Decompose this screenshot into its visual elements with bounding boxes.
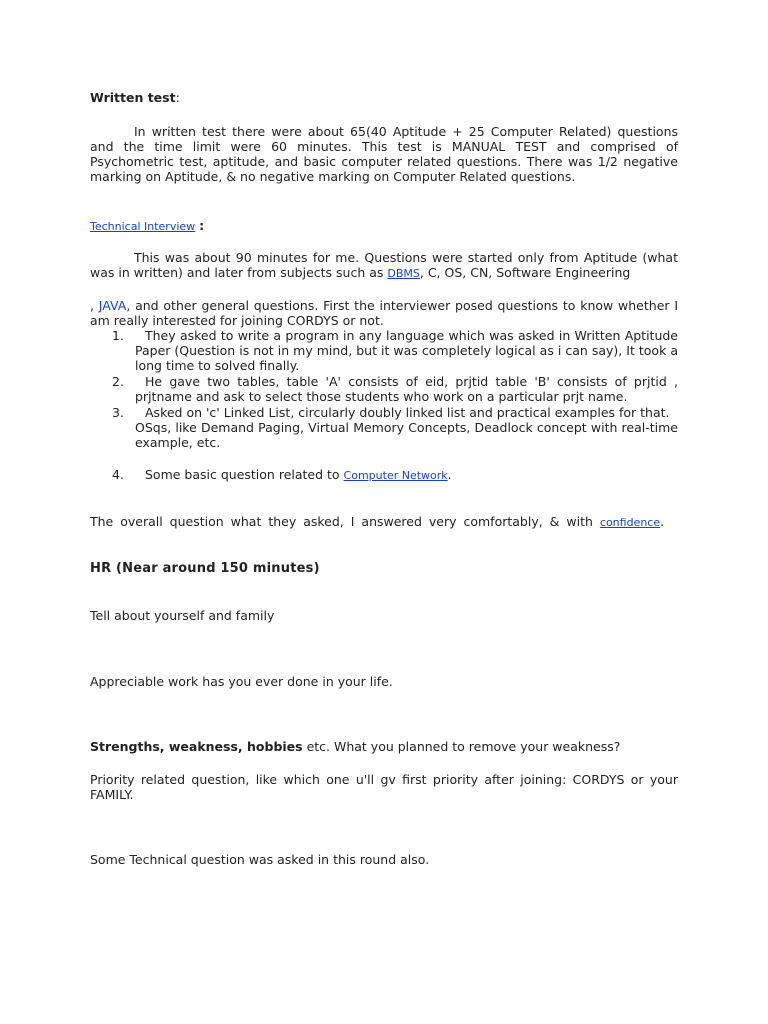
hr-question-text: Tell about yourself and family bbox=[90, 608, 275, 623]
strengths-bold-text: Strengths, weakness, hobbies bbox=[90, 739, 303, 754]
hr-question-family bbox=[90, 608, 678, 623]
hr-question-text: Appreciable work has you ever done in your life. bbox=[90, 674, 393, 689]
overall-end: . bbox=[660, 514, 665, 529]
list-item-text: Asked on 'c' Linked List, circularly doubly linked list and practical examples for that. bbox=[145, 405, 670, 420]
hr-title: HR (Near around 150 minutes) bbox=[90, 561, 320, 576]
java-text: JAVA bbox=[98, 298, 127, 313]
hr-question-text: Priority related question, like which one u'll gv first priority after joining: CORDYS or your FAMILY. bbox=[90, 772, 678, 802]
confidence-link[interactable]: confidence bbox=[599, 516, 661, 529]
computer-network-link[interactable]: Computer Network bbox=[343, 469, 448, 482]
written-test-heading bbox=[90, 90, 678, 105]
overall-paragraph bbox=[90, 514, 678, 530]
ti-para2-rest: , and other general questions. First the interviewer posed questions to know whether I am really interested for joining CORDYS or not. bbox=[90, 298, 679, 328]
written-test-title: Written test bbox=[90, 90, 176, 105]
list-item-number: 1. bbox=[112, 328, 124, 343]
list-item-number: 4. bbox=[112, 467, 124, 482]
hr-question-strengths bbox=[90, 739, 678, 754]
list-item-text: They asked to write a program in any language which was asked in Written Aptitude Paper (Question is not in my mind, but it was completely logical as i can say), It took a long time to solved finally. bbox=[135, 328, 678, 373]
overall-text: The overall question what they asked, I answered very comfortably, & with bbox=[90, 514, 600, 529]
list-item-end: . bbox=[447, 467, 452, 482]
ti-para2-prefix: , bbox=[90, 298, 99, 313]
list-item-extra: OSqs, like Demand Paging, Virtual Memory Concepts, Deadlock concept with real-time example, etc. bbox=[135, 420, 678, 450]
hr-question-text: etc. What you planned to remove your weakness? bbox=[302, 739, 621, 754]
written-test-paragraph bbox=[90, 124, 678, 184]
dbms-link[interactable]: DBMS bbox=[387, 267, 420, 280]
technical-interview-heading bbox=[90, 218, 678, 234]
ti-para-start: This was about 90 minutes for me. Questions were started only from Aptitude (what was in written) and later from subjects such as bbox=[90, 250, 678, 280]
technical-interview-paragraph bbox=[90, 250, 678, 281]
list-item-number: 2. bbox=[112, 374, 124, 389]
hr-question-text: Some Technical question was asked in this round also. bbox=[90, 852, 430, 867]
technical-interview-colon: : bbox=[199, 218, 205, 233]
written-test-colon: : bbox=[175, 90, 180, 105]
list-item-number: 3. bbox=[112, 405, 124, 420]
written-test-text: In written test there were about 65(40 Aptitude + 25 Computer Related) questions and the time limit were 60 minutes. This test is MANUAL TEST and comprised of Psychometric test, aptitude, and basic computer related questions. There was 1/2 negative marking on Aptitude, & no negative marking on Computer Related questions. bbox=[90, 124, 678, 184]
ti-para-mid: , C, OS, CN, Software Engineering bbox=[419, 265, 631, 280]
list-item-text: He gave two tables, table 'A' consists of eid, prjtid table 'B' consists of prjtid , prjtname and ask to select those students who work on a particular prjt name. bbox=[135, 374, 678, 404]
list-item-text: Some basic question related to bbox=[145, 467, 344, 482]
hr-question-priority bbox=[90, 772, 678, 802]
hr-question-technical bbox=[90, 852, 678, 867]
technical-interview-paragraph-2 bbox=[90, 298, 678, 328]
hr-heading bbox=[90, 560, 678, 576]
technical-interview-link[interactable]: Technical Interview bbox=[90, 220, 196, 233]
hr-question-work bbox=[90, 674, 678, 689]
